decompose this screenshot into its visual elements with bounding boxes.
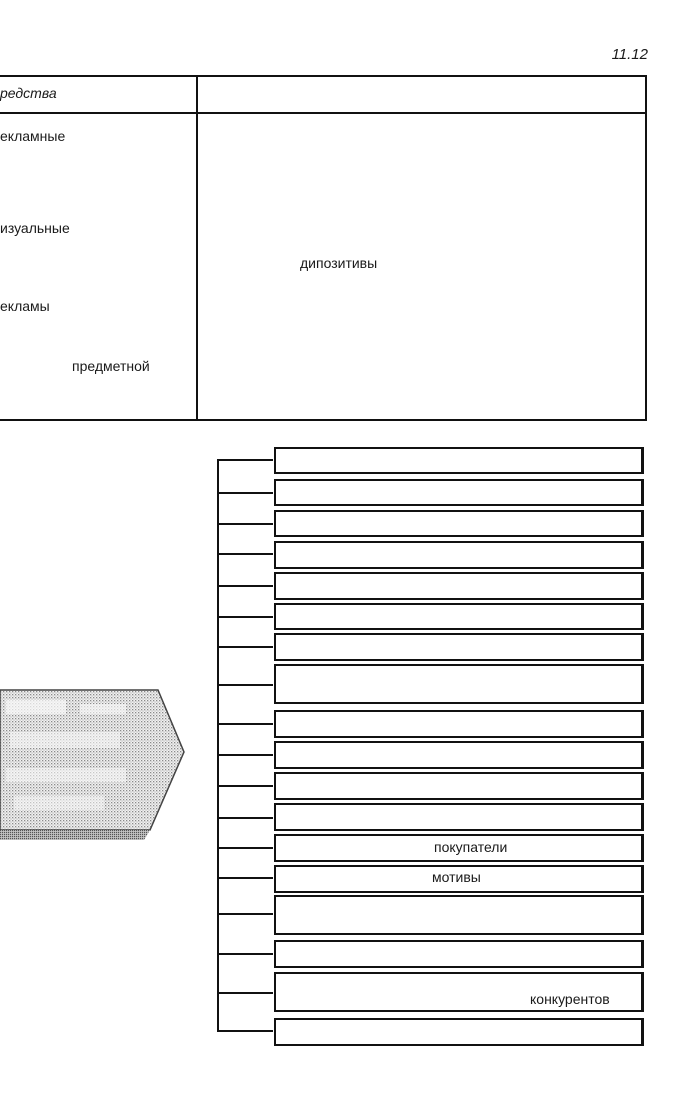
- connector-line: [217, 1030, 273, 1032]
- box-label: покупатели: [434, 839, 508, 855]
- connector-line: [217, 754, 273, 756]
- diagram-box: [274, 510, 644, 537]
- table-header-cell: редства: [0, 85, 57, 101]
- diagram-bracket: [217, 459, 219, 1032]
- diagram-box: [274, 772, 644, 800]
- connector-line: [217, 992, 273, 994]
- table-header-divider: [0, 112, 647, 114]
- box-label: конкурентов: [530, 991, 610, 1007]
- connector-line: [217, 459, 273, 461]
- connector-line: [217, 646, 273, 648]
- table-cell: екламы: [0, 298, 50, 314]
- connector-line: [217, 817, 273, 819]
- connector-line: [217, 785, 273, 787]
- diagram-box: [274, 972, 644, 1012]
- diagram-box: [274, 541, 644, 569]
- box-label: мотивы: [432, 869, 481, 885]
- diagram-box: [274, 834, 644, 862]
- connector-line: [217, 684, 273, 686]
- table-cell: предметной: [72, 358, 150, 374]
- diagram-box: [274, 572, 644, 600]
- connector-line: [217, 953, 273, 955]
- connector-line: [217, 492, 273, 494]
- diagram-box: [274, 710, 644, 738]
- diagram-box: [274, 479, 644, 506]
- connector-line: [217, 616, 273, 618]
- diagram-box: [274, 633, 644, 661]
- diagram-box: [274, 741, 644, 769]
- diagram-box: [274, 1018, 644, 1046]
- table-cell: дипозитивы: [300, 255, 378, 271]
- diagram-box: [274, 447, 644, 474]
- diagram-box: [274, 895, 644, 935]
- diagram-box: [274, 803, 644, 831]
- table-column-divider: [196, 75, 198, 421]
- diagram-box: [274, 603, 644, 630]
- page-number: 11.12: [611, 46, 648, 63]
- connector-line: [217, 847, 273, 849]
- diagram-box: [274, 664, 644, 704]
- connector-line: [217, 723, 273, 725]
- connector-line: [217, 553, 273, 555]
- arrow-graphic: [0, 688, 190, 844]
- connector-line: [217, 585, 273, 587]
- connector-line: [217, 877, 273, 879]
- diagram-box: [274, 940, 644, 968]
- table-cell: изуальные: [0, 220, 70, 236]
- connector-line: [217, 913, 273, 915]
- table-cell: екламные: [0, 128, 66, 144]
- connector-line: [217, 523, 273, 525]
- diagram-box: [274, 865, 644, 893]
